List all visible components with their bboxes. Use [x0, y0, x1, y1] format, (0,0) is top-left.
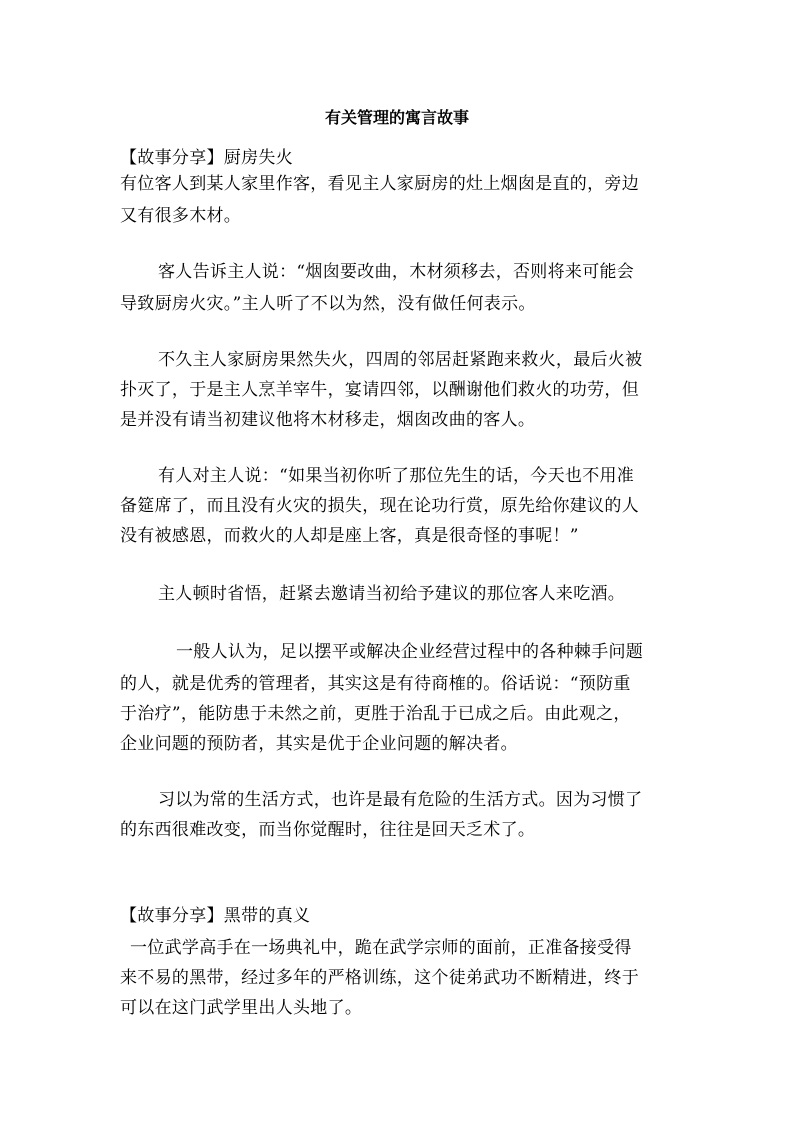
paragraph-line: 习以为常的生活方式，也许是最有危险的生活方式。因为习惯了: [158, 790, 643, 810]
paragraph-line: 有位客人到某人家里作客，看见主人家厨房的灶上烟囱是直的，旁边: [120, 174, 639, 194]
paragraph-line: 客人告诉主人说：“烟囱要改曲，木材须移去，否则将来可能会: [158, 262, 635, 282]
document-title: 有关管理的寓言故事: [324, 108, 469, 127]
section-heading-kitchen-fire: 【故事分享】厨房失火: [120, 148, 293, 168]
paragraph-line: 导致厨房火灾。”主人听了不以为然，没有做任何表示。: [120, 294, 536, 314]
paragraph-line: 又有很多木材。: [120, 206, 242, 226]
section-heading-black-belt: 【故事分享】黑带的真义: [120, 906, 311, 926]
paragraph-line: 扑灭了，于是主人烹羊宰牛，宴请四邻，以酬谢他们救火的功劳，但: [120, 380, 639, 400]
paragraph-line: 主人顿时省悟，赶紧去邀请当初给予建议的那位客人来吃酒。: [158, 584, 626, 604]
paragraph-line: 备筵席了，而且没有火灾的损失，现在论功行赏，原先给你建议的人: [120, 496, 639, 516]
paragraph-line: 有人对主人说：“如果当初你听了那位先生的话，今天也不用准: [158, 466, 635, 486]
paragraph-line: 一般人认为，足以摆平或解决企业经营过程中的各种棘手问题: [176, 642, 644, 662]
paragraph-line: 没有被感恩，而救火的人却是座上客，真是很奇怪的事呢！”: [120, 526, 579, 546]
paragraph-line: 是并没有请当初建议他将木材移走，烟囱改曲的客人。: [120, 410, 536, 430]
paragraph-line: 可以在这门武学里出人头地了。: [120, 998, 363, 1018]
paragraph-line: 不久主人家厨房果然失火，四周的邻居赶紧跑来救火，最后火被: [158, 350, 643, 370]
paragraph-line: 一位武学高手在一场典礼中，跪在武学宗师的面前，正准备接受得: [130, 938, 632, 958]
paragraph-line: 的人，就是优秀的管理者，其实这是有待商榷的。俗话说：“预防重: [120, 674, 631, 694]
paragraph-line: 的东西很难改变，而当你觉醒时，往往是回天乏术了。: [120, 820, 536, 840]
paragraph-line: 于治疗”，能防患于未然之前，更胜于治乱于已成之后。由此观之，: [120, 704, 631, 724]
paragraph-line: 企业问题的预防者，其实是优于企业问题的解决者。: [120, 734, 518, 754]
paragraph-line: 来不易的黑带，经过多年的严格训练，这个徒弟武功不断精进，终于: [120, 968, 639, 988]
